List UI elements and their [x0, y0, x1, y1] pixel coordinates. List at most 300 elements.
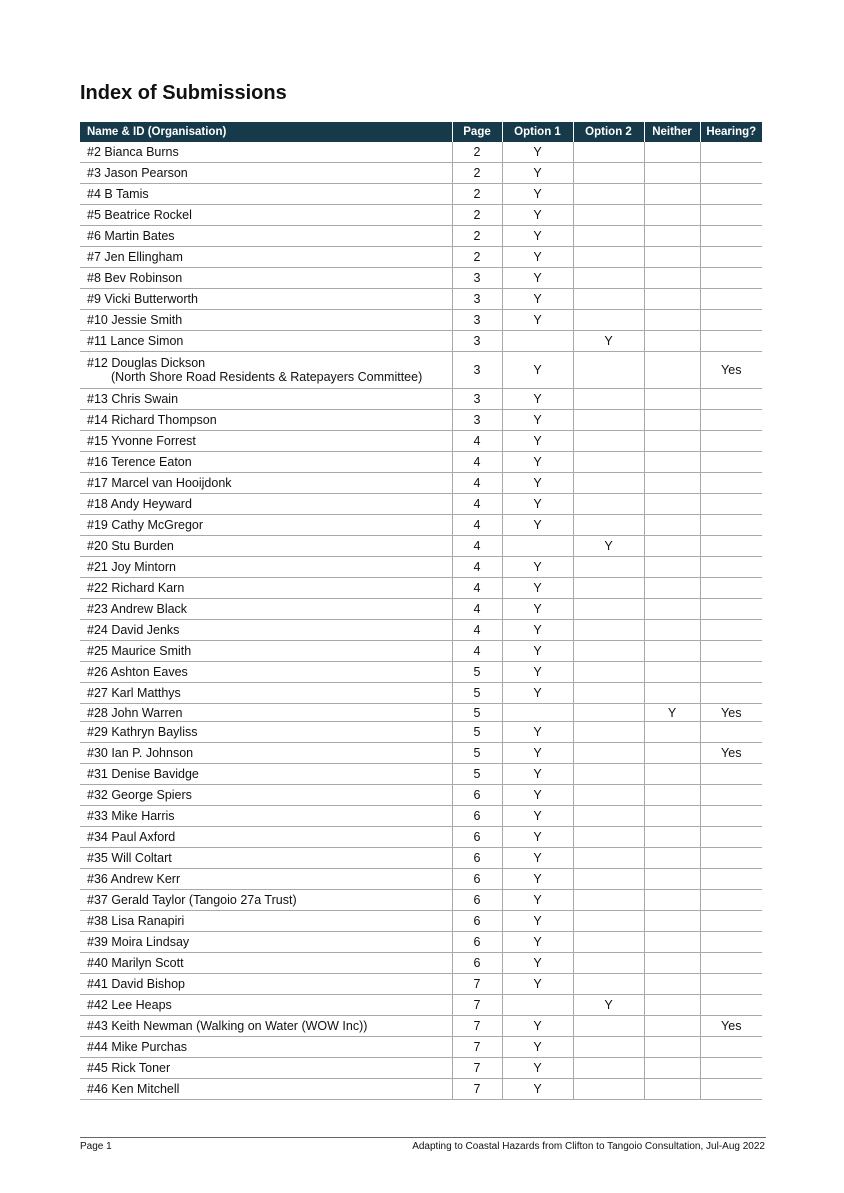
option2-cell [573, 848, 644, 869]
hearing-cell [700, 890, 762, 911]
hearing-cell: Yes [700, 352, 762, 389]
hearing-cell [700, 515, 762, 536]
table-row [80, 827, 762, 848]
hearing-cell: Yes [700, 704, 762, 722]
page-cell: 6 [452, 953, 502, 974]
neither-cell [644, 163, 700, 184]
hearing-cell [700, 911, 762, 932]
table-row [80, 452, 762, 473]
option1-cell [502, 995, 573, 1016]
neither-cell [644, 473, 700, 494]
neither-cell [644, 536, 700, 557]
option2-cell [573, 704, 644, 722]
option1-cell: Y [502, 268, 573, 289]
page-cell: 7 [452, 1016, 502, 1037]
hearing-cell [700, 452, 762, 473]
neither-cell [644, 494, 700, 515]
option1-cell: Y [502, 515, 573, 536]
submitter-name-cell [80, 869, 452, 890]
neither-cell [644, 599, 700, 620]
table-row [80, 226, 762, 247]
neither-cell [644, 827, 700, 848]
neither-cell [644, 641, 700, 662]
page-cell: 7 [452, 1079, 502, 1100]
hearing-cell [700, 1058, 762, 1079]
submitter-name: #15 Yvonne Forrest [87, 434, 196, 448]
option1-cell: Y [502, 1058, 573, 1079]
table-row [80, 764, 762, 785]
submitter-name-cell [80, 247, 452, 268]
option1-cell: Y [502, 683, 573, 704]
submitter-name-cell [80, 452, 452, 473]
hearing-cell [700, 827, 762, 848]
submitter-name: #38 Lisa Ranapiri [87, 914, 185, 928]
table-row [80, 536, 762, 557]
submitter-name-cell [80, 226, 452, 247]
neither-cell [644, 785, 700, 806]
submitter-name-cell [80, 536, 452, 557]
page-cell: 7 [452, 995, 502, 1016]
hearing-cell [700, 331, 762, 352]
submitter-name-cell [80, 974, 452, 995]
table-row [80, 662, 762, 683]
page-cell: 5 [452, 743, 502, 764]
page-cell: 6 [452, 869, 502, 890]
submissions-table [80, 122, 762, 1100]
page-cell: 3 [452, 268, 502, 289]
table-row [80, 389, 762, 410]
option2-cell [573, 578, 644, 599]
submitter-name: #11 Lance Simon [87, 334, 184, 348]
submitter-name: #32 George Spiers [87, 788, 192, 802]
hearing-cell [700, 247, 762, 268]
page-cell: 5 [452, 662, 502, 683]
footer-divider [80, 1137, 766, 1138]
submitter-name: #6 Martin Bates [87, 229, 175, 243]
option2-cell [573, 932, 644, 953]
submitter-name: #27 Karl Matthys [87, 686, 181, 700]
page-cell: 5 [452, 764, 502, 785]
option1-cell: Y [502, 848, 573, 869]
neither-cell [644, 620, 700, 641]
option2-cell [573, 1016, 644, 1037]
submitter-name: #30 Ian P. Johnson [87, 746, 194, 760]
neither-cell: Y [644, 704, 700, 722]
option1-cell: Y [502, 557, 573, 578]
hearing-cell [700, 557, 762, 578]
neither-cell [644, 848, 700, 869]
neither-cell [644, 410, 700, 431]
option2-cell [573, 289, 644, 310]
page-cell: 4 [452, 494, 502, 515]
neither-cell [644, 431, 700, 452]
page-cell: 6 [452, 890, 502, 911]
option2-cell: Y [573, 536, 644, 557]
page-cell: 3 [452, 331, 502, 352]
hearing-cell [700, 869, 762, 890]
submitter-name-cell [80, 599, 452, 620]
option2-cell [573, 911, 644, 932]
option1-cell: Y [502, 785, 573, 806]
option1-cell: Y [502, 911, 573, 932]
hearing-cell [700, 536, 762, 557]
option1-cell: Y [502, 226, 573, 247]
submitter-name: #7 Jen Ellingham [87, 250, 183, 264]
submitter-name: #12 Douglas Dickson [87, 356, 206, 370]
neither-cell [644, 662, 700, 683]
page-cell: 3 [452, 289, 502, 310]
footer-page-number: Page 1 [80, 1141, 112, 1152]
page-cell: 7 [452, 1037, 502, 1058]
column-header-option1: Option 1 [502, 122, 573, 142]
table-row [80, 352, 762, 389]
neither-cell [644, 352, 700, 389]
page-cell: 2 [452, 142, 502, 163]
option2-cell [573, 869, 644, 890]
table-row [80, 142, 762, 163]
table-row [80, 289, 762, 310]
submitter-name-cell [80, 641, 452, 662]
submitter-name-cell [80, 515, 452, 536]
neither-cell [644, 1037, 700, 1058]
submitter-name-cell [80, 827, 452, 848]
table-body [80, 142, 762, 1100]
submitter-name: #19 Cathy McGregor [87, 518, 204, 532]
hearing-cell [700, 184, 762, 205]
option2-cell [573, 389, 644, 410]
page-cell: 4 [452, 536, 502, 557]
option1-cell [502, 331, 573, 352]
column-header-neither: Neither [644, 122, 700, 142]
page-cell: 4 [452, 515, 502, 536]
submitter-name-cell [80, 289, 452, 310]
table-row [80, 911, 762, 932]
submitter-name-cell [80, 205, 452, 226]
table-row [80, 683, 762, 704]
table-row [80, 890, 762, 911]
page-cell: 4 [452, 452, 502, 473]
submitter-name-cell [80, 890, 452, 911]
table-row [80, 1016, 762, 1037]
submitter-name-cell [80, 142, 452, 163]
option1-cell: Y [502, 764, 573, 785]
submitter-organisation: (North Shore Road Residents & Ratepayers Committee) [111, 370, 423, 384]
option2-cell [573, 226, 644, 247]
page-title: Index of Submissions [80, 82, 287, 104]
page-cell: 4 [452, 599, 502, 620]
submitter-name: #4 B Tamis [87, 187, 149, 201]
table-row [80, 247, 762, 268]
page-cell: 5 [452, 683, 502, 704]
submitter-name-cell [80, 911, 452, 932]
option2-cell [573, 953, 644, 974]
option1-cell: Y [502, 806, 573, 827]
table-row [80, 205, 762, 226]
option2-cell [573, 247, 644, 268]
hearing-cell [700, 205, 762, 226]
neither-cell [644, 974, 700, 995]
submitter-name: #10 Jessie Smith [87, 313, 183, 327]
submitter-name: #43 Keith Newman (Walking on Water (WOW Inc)) [87, 1019, 368, 1033]
hearing-cell [700, 1037, 762, 1058]
page-cell: 2 [452, 247, 502, 268]
option2-cell [573, 473, 644, 494]
submitter-name: #28 John Warren [87, 705, 183, 720]
page-cell: 3 [452, 410, 502, 431]
submitter-name: #41 David Bishop [87, 977, 185, 991]
option2-cell [573, 620, 644, 641]
submitter-name: #20 Stu Burden [87, 539, 174, 553]
neither-cell [644, 268, 700, 289]
option1-cell: Y [502, 452, 573, 473]
table-row [80, 515, 762, 536]
table-row [80, 848, 762, 869]
table-row [80, 785, 762, 806]
option2-cell [573, 310, 644, 331]
neither-cell [644, 557, 700, 578]
option1-cell: Y [502, 352, 573, 389]
table-row [80, 578, 762, 599]
column-header-page: Page [452, 122, 502, 142]
submitter-name: #23 Andrew Black [87, 602, 188, 616]
option1-cell: Y [502, 641, 573, 662]
option2-cell [573, 890, 644, 911]
hearing-cell [700, 722, 762, 743]
submitter-name: #16 Terence Eaton [87, 455, 192, 469]
option2-cell [573, 184, 644, 205]
table-row [80, 641, 762, 662]
submitter-name: #44 Mike Purchas [87, 1040, 188, 1054]
submitter-name-cell [80, 1016, 452, 1037]
submitter-name-cell [80, 704, 452, 722]
submitter-name: #42 Lee Heaps [87, 998, 172, 1012]
option1-cell: Y [502, 722, 573, 743]
hearing-cell [700, 494, 762, 515]
option1-cell: Y [502, 953, 573, 974]
submitter-name-cell [80, 1058, 452, 1079]
submitter-name: #26 Ashton Eaves [87, 665, 188, 679]
neither-cell [644, 389, 700, 410]
page-cell: 3 [452, 389, 502, 410]
neither-cell [644, 1079, 700, 1100]
table-row [80, 953, 762, 974]
neither-cell [644, 806, 700, 827]
hearing-cell [700, 599, 762, 620]
hearing-cell [700, 683, 762, 704]
page-cell: 2 [452, 226, 502, 247]
column-header-option2: Option 2 [573, 122, 644, 142]
table-row [80, 932, 762, 953]
neither-cell [644, 890, 700, 911]
neither-cell [644, 911, 700, 932]
submitter-name-cell [80, 268, 452, 289]
option1-cell: Y [502, 1079, 573, 1100]
submitter-name-cell [80, 932, 452, 953]
option1-cell: Y [502, 494, 573, 515]
neither-cell [644, 764, 700, 785]
submitter-name-cell [80, 722, 452, 743]
submitter-name-cell [80, 310, 452, 331]
table-row [80, 331, 762, 352]
submitter-name-cell [80, 743, 452, 764]
hearing-cell [700, 226, 762, 247]
neither-cell [644, 743, 700, 764]
table-row [80, 431, 762, 452]
neither-cell [644, 1058, 700, 1079]
neither-cell [644, 184, 700, 205]
submitter-name: #22 Richard Karn [87, 581, 185, 595]
option2-cell [573, 268, 644, 289]
table-row [80, 1037, 762, 1058]
option2-cell: Y [573, 331, 644, 352]
option1-cell [502, 704, 573, 722]
table-row [80, 806, 762, 827]
option2-cell [573, 722, 644, 743]
option2-cell [573, 1037, 644, 1058]
table-row [80, 268, 762, 289]
hearing-cell [700, 932, 762, 953]
table-row [80, 722, 762, 743]
page-cell: 6 [452, 911, 502, 932]
hearing-cell [700, 848, 762, 869]
hearing-cell [700, 641, 762, 662]
page-cell: 6 [452, 848, 502, 869]
submitter-name-cell [80, 620, 452, 641]
option2-cell [573, 641, 644, 662]
option1-cell: Y [502, 142, 573, 163]
option1-cell: Y [502, 473, 573, 494]
table-row [80, 1079, 762, 1100]
table-row [80, 410, 762, 431]
submitter-name: #17 Marcel van Hooijdonk [87, 476, 232, 490]
submitter-name: #14 Richard Thompson [87, 413, 217, 427]
submitter-name-cell [80, 1037, 452, 1058]
submitter-name: #5 Beatrice Rockel [87, 208, 192, 222]
neither-cell [644, 205, 700, 226]
option1-cell: Y [502, 974, 573, 995]
neither-cell [644, 953, 700, 974]
hearing-cell: Yes [700, 1016, 762, 1037]
page-cell: 4 [452, 557, 502, 578]
neither-cell [644, 722, 700, 743]
table-row [80, 620, 762, 641]
submitter-name: #8 Bev Robinson [87, 271, 183, 285]
option2-cell [573, 410, 644, 431]
submitter-name: #29 Kathryn Bayliss [87, 725, 198, 739]
submitter-name: #34 Paul Axford [87, 830, 176, 844]
submitter-name-cell [80, 163, 452, 184]
option2-cell [573, 163, 644, 184]
submitter-name-cell [80, 473, 452, 494]
submitter-name: #13 Chris Swain [87, 392, 179, 406]
hearing-cell [700, 410, 762, 431]
table-header-row [80, 122, 762, 142]
submitter-name: #36 Andrew Kerr [87, 872, 181, 886]
submitter-name-cell [80, 953, 452, 974]
option2-cell [573, 827, 644, 848]
table-row [80, 184, 762, 205]
page-cell: 4 [452, 431, 502, 452]
neither-cell [644, 932, 700, 953]
hearing-cell [700, 764, 762, 785]
page-cell: 5 [452, 722, 502, 743]
option1-cell: Y [502, 289, 573, 310]
column-header-name: Name & ID (Organisation) [80, 122, 452, 142]
table-row [80, 743, 762, 764]
submitter-name: #39 Moira Lindsay [87, 935, 190, 949]
option2-cell [573, 352, 644, 389]
neither-cell [644, 331, 700, 352]
submitter-name: #40 Marilyn Scott [87, 956, 184, 970]
submitter-name-cell [80, 806, 452, 827]
hearing-cell [700, 431, 762, 452]
submitter-name: #45 Rick Toner [87, 1061, 171, 1075]
table-row [80, 995, 762, 1016]
submitter-name-cell [80, 389, 452, 410]
option1-cell: Y [502, 247, 573, 268]
option2-cell [573, 515, 644, 536]
table-row [80, 599, 762, 620]
hearing-cell [700, 289, 762, 310]
page-cell: 7 [452, 974, 502, 995]
option2-cell [573, 205, 644, 226]
page-cell: 6 [452, 827, 502, 848]
option1-cell: Y [502, 310, 573, 331]
option1-cell: Y [502, 578, 573, 599]
table-row [80, 163, 762, 184]
page-cell: 4 [452, 473, 502, 494]
option1-cell: Y [502, 827, 573, 848]
submitter-name-cell [80, 785, 452, 806]
option2-cell [573, 743, 644, 764]
hearing-cell [700, 310, 762, 331]
option1-cell: Y [502, 1037, 573, 1058]
column-header-hearing: Hearing? [700, 122, 762, 142]
option2-cell [573, 494, 644, 515]
page-cell: 6 [452, 932, 502, 953]
option2-cell [573, 599, 644, 620]
page-cell: 4 [452, 578, 502, 599]
submitter-name-cell [80, 331, 452, 352]
neither-cell [644, 142, 700, 163]
hearing-cell [700, 142, 762, 163]
neither-cell [644, 995, 700, 1016]
option2-cell [573, 431, 644, 452]
submitter-name-cell [80, 662, 452, 683]
hearing-cell [700, 578, 762, 599]
option2-cell [573, 764, 644, 785]
page-cell: 3 [452, 310, 502, 331]
neither-cell [644, 247, 700, 268]
hearing-cell [700, 662, 762, 683]
neither-cell [644, 869, 700, 890]
option2-cell [573, 806, 644, 827]
option1-cell: Y [502, 431, 573, 452]
submitter-name: #24 David Jenks [87, 623, 180, 637]
table-row [80, 494, 762, 515]
option2-cell [573, 1058, 644, 1079]
hearing-cell [700, 620, 762, 641]
neither-cell [644, 310, 700, 331]
hearing-cell [700, 806, 762, 827]
submitter-name-cell [80, 764, 452, 785]
neither-cell [644, 289, 700, 310]
table-row [80, 557, 762, 578]
neither-cell [644, 578, 700, 599]
page-cell: 2 [452, 163, 502, 184]
hearing-cell [700, 974, 762, 995]
option1-cell: Y [502, 662, 573, 683]
